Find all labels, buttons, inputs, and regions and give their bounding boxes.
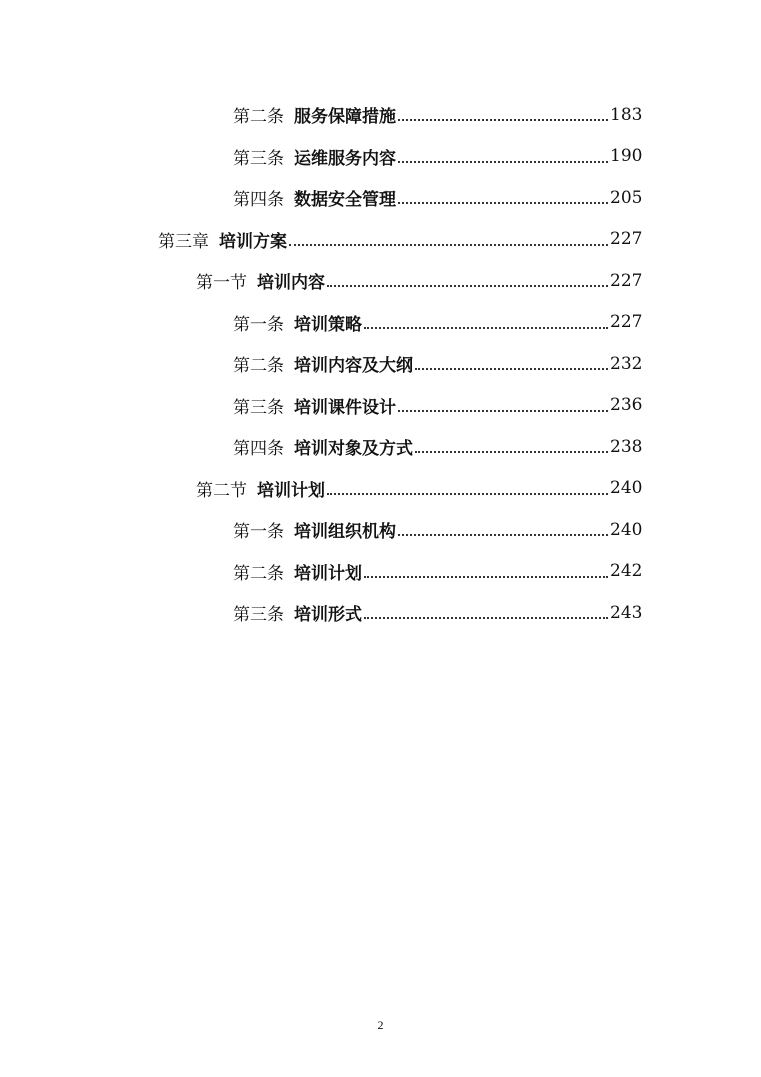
dot-leader [364,326,608,329]
toc-entry-title: 培训计划 [257,480,325,501]
toc-entry-title: 数据安全管理 [294,190,396,211]
toc-entry-title: 培训内容及大纲 [294,356,413,377]
toc-entry[interactable] [0,260,761,302]
toc-entry-title: 培训内容 [257,273,325,294]
page-number: 2 [377,1018,384,1032]
dot-leader [364,575,608,578]
dot-leader [327,284,608,287]
dot-leader [364,616,608,619]
toc-entry-page: 227 [610,270,643,291]
toc-entry-title: 运维服务内容 [294,148,396,169]
dot-leader [398,118,608,121]
toc-entry-page: 205 [610,187,643,208]
toc-entry[interactable] [0,509,761,551]
toc-entry[interactable] [0,219,761,261]
toc-entry-page: 238 [610,436,643,457]
toc-entry-title: 服务保障措施 [294,107,396,128]
toc-entry-page: 236 [610,395,643,416]
dot-leader [398,533,608,536]
toc-entry-title: 培训组织机构 [294,522,396,543]
toc-entry-number: 第二条 [233,563,284,584]
toc-entry-number: 第一条 [233,314,284,335]
toc-entry-number: 第二节 [196,480,247,501]
toc-entry-number: 第三章 [158,231,209,252]
toc-entry-page: 243 [610,602,643,623]
toc-entry-page: 242 [610,561,643,582]
toc-entry-number: 第一节 [196,273,247,294]
toc-entry-page: 240 [610,478,643,499]
toc-entry[interactable] [0,385,761,427]
toc-entry[interactable] [0,426,761,468]
dot-leader [415,367,608,370]
toc-entry[interactable] [0,551,761,593]
toc-entry-number: 第二条 [233,356,284,377]
toc-entry[interactable] [0,94,761,136]
dot-leader [289,243,608,246]
toc-entry-number: 第三条 [233,148,284,169]
toc-entry-title: 培训课件设计 [294,397,396,418]
toc-entry-number: 第四条 [233,190,284,211]
dot-leader [398,160,608,163]
dot-leader [398,409,608,412]
toc-entry-title: 培训方案 [219,231,287,252]
toc-entry-page: 183 [610,104,643,125]
dot-leader [398,201,608,204]
toc-entry-number: 第二条 [233,107,284,128]
toc-entry-page: 190 [610,146,643,167]
toc-entry-number: 第四条 [233,439,284,460]
toc-entry[interactable] [0,136,761,178]
toc-entry[interactable] [0,177,761,219]
toc-entry-number: 第一条 [233,522,284,543]
toc-entry-page: 227 [610,229,643,250]
toc-entry-page: 227 [610,312,643,333]
toc-entry-title: 培训对象及方式 [294,439,413,460]
toc-entry[interactable] [0,302,761,344]
toc-entry-title: 培训计划 [294,563,362,584]
toc-entry[interactable] [0,343,761,385]
table-of-contents [0,94,761,634]
dot-leader [415,450,608,453]
toc-entry-page: 240 [610,519,643,540]
toc-entry-page: 232 [610,353,643,374]
dot-leader [327,492,608,495]
toc-entry-title: 培训形式 [294,605,362,626]
toc-entry[interactable] [0,592,761,634]
toc-entry-number: 第三条 [233,605,284,626]
toc-entry[interactable] [0,468,761,510]
toc-entry-number: 第三条 [233,397,284,418]
toc-entry-title: 培训策略 [294,314,362,335]
